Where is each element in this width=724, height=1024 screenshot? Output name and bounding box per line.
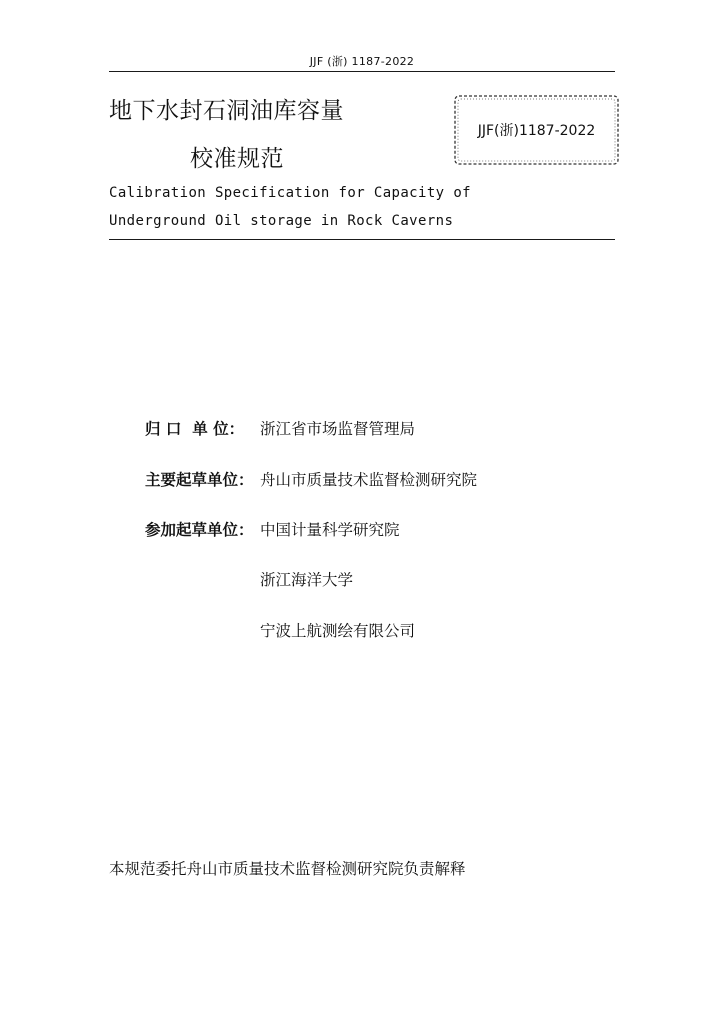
main-drafter-row: [145, 468, 477, 490]
participants-label: 参加起草单位：: [145, 521, 254, 539]
participant-item: 中国计量科学研究院: [260, 521, 400, 539]
title-divider: [109, 239, 615, 240]
main-drafter-value: 舟山市质量技术监督检测研究院: [260, 471, 478, 489]
header-standard-code: JJF (浙) 1187-2022: [309, 55, 415, 68]
participants-row-continued: [260, 619, 415, 641]
participants-row: [145, 518, 400, 540]
main-drafter-label: 主要起草单位：: [145, 471, 254, 489]
participants-row-continued: [260, 568, 353, 590]
standard-code-text: JJF(浙)1187-2022: [477, 123, 596, 139]
english-title-line-1: Calibration Specification for Capacity of: [109, 185, 471, 201]
header-divider: [109, 71, 615, 72]
document-title-line-2: 校准规范: [190, 146, 284, 172]
participant-item: 浙江海洋大学: [260, 571, 354, 589]
authority-label: 归 口 单 位：: [145, 420, 245, 438]
document-title-line-1: 地下水封石洞油库容量: [109, 98, 344, 124]
authority-value: 浙江省市场监督管理局: [260, 420, 416, 438]
english-title-line-2: Underground Oil storage in Rock Caverns: [109, 213, 454, 229]
standard-code-box: [453, 94, 620, 166]
participant-item: 宁波上航测绘有限公司: [260, 622, 416, 640]
authority-row: [145, 417, 415, 439]
interpretation-note: 本规范委托舟山市质量技术监督检测研究院负责解释: [109, 860, 466, 878]
